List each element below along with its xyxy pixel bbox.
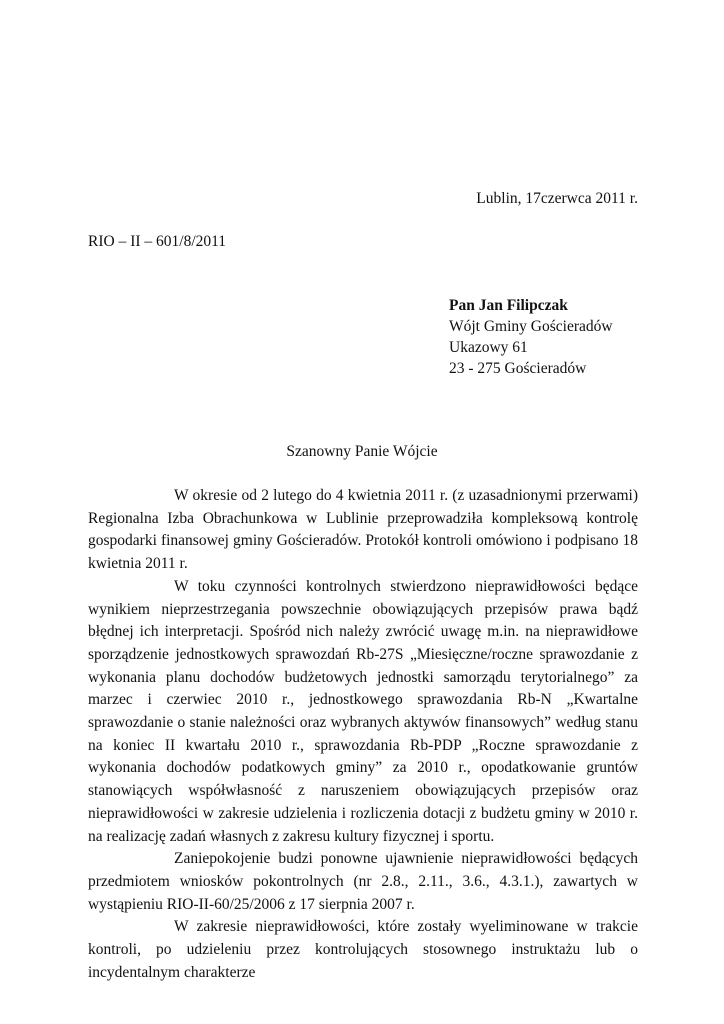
addressee-title: Wójt Gminy Gościeradów [449,318,613,335]
addressee-city: 23 - 275 Gościeradów [449,360,587,377]
reference-number: RIO – II – 601/8/2011 [88,233,227,250]
salutation: Szanowny Panie Wójcie [286,443,438,460]
body-paragraph: W okresie od 2 lutego do 4 kwietnia 2011 r. (z uzasadnionymi przerwami) Regionalna Izba Obrachunkowa w Lublinie przeprowadziła kompleksową kontrolę gospodarki finansowej gminy Gościeradów. Protokół kontroli omówiono i podpisano 18 kwietnia 2011 r. [88,487,638,573]
letter-body [88,485,638,984]
addressee-street: Ukazowy 61 [449,339,528,356]
letter-date: Lublin, 17czerwca 2011 r. [476,190,638,207]
addressee-block [449,295,613,379]
body-paragraph: W toku czynności kontrolnych stwierdzono nieprawidłowości będące wynikiem nieprzestrzegania powszechnie obowiązujących przepisów prawa bądź błędnej ich interpretacji. Spośród nich należy zwrócić uwagę m.in. na nieprawidłowe sporządzenie jednostkowych sprawozdań Rb-27S „Miesięczne/roczne sprawozdanie z wykonania planu dochodów budżetowych jednostki samorządu terytorialnego” za marzec i czerwiec 2010 r., jednostkowego sprawozdania Rb-N „Kwartalne sprawozdanie o stanie należności oraz wybranych aktywów finansowych” według stanu na koniec II kwartału 2010 r., sprawozdania Rb-PDP „Roczne sprawozdanie z wykonania dochodów podatkowych gminy” za 2010 r., opodatkowanie gruntów stanowiących współwłasność z naruszeniem obowiązujących przepisów oraz nieprawidłowości w zakresie udzielenia i rozliczenia dotacji z budżetu gminy w 2010 r. na realizację zadań własnych z zakresu kultury fizycznej i sportu. [88,577,638,845]
addressee-name: Pan Jan Filipczak [449,297,568,314]
body-paragraph: Zaniepokojenie budzi ponowne ujawnienie nieprawidłowości będących przedmiotem wniosków pokontrolnych (nr 2.8., 2.11., 3.6., 4.3.1.), zawartych w wystąpieniu RIO-II-60/25/2006 z 17 sierpnia 2007 r. [88,850,638,913]
body-paragraph: W zakresie nieprawidłowości, które zostały wyeliminowane w trakcie kontroli, po udzieleniu przez kontrolujących stosownego instruktażu lub o incydentalnym charakterze [88,918,638,981]
